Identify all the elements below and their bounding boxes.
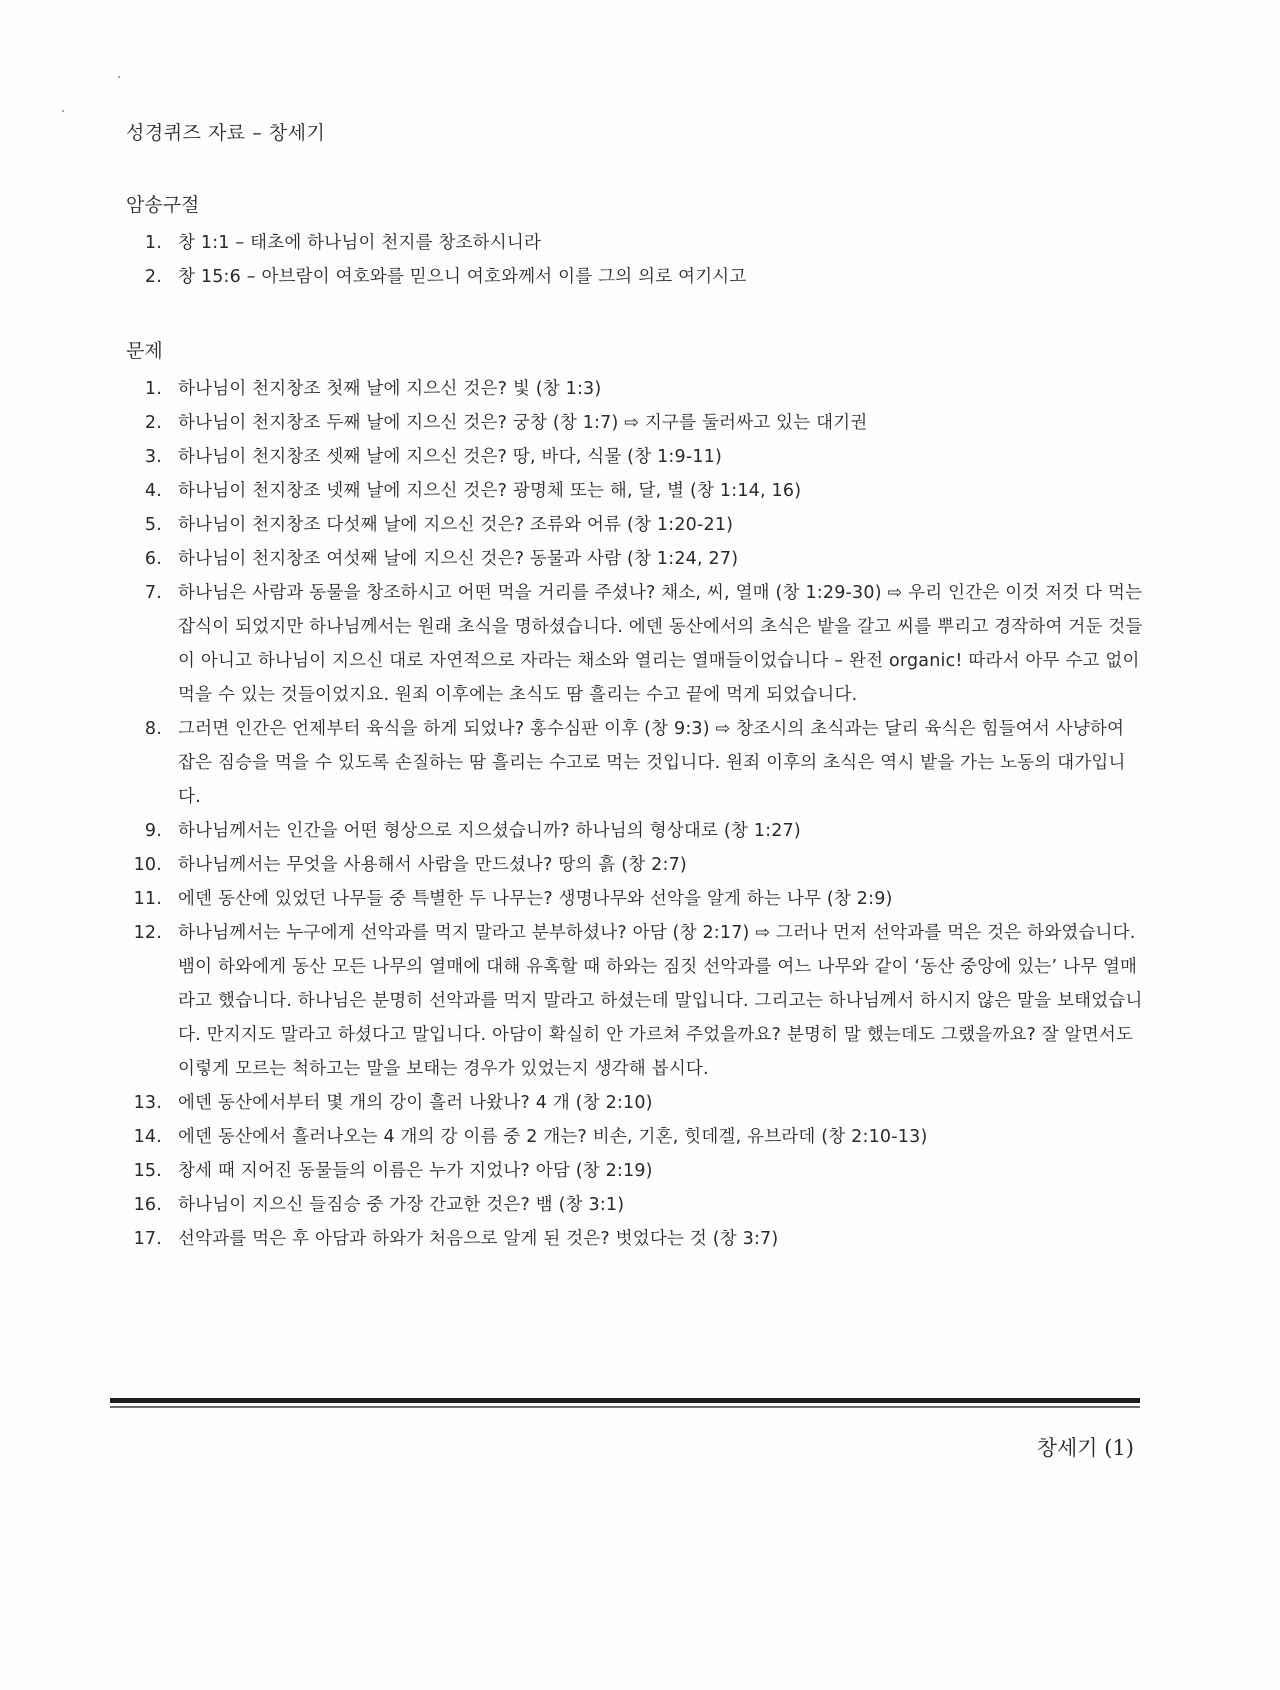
list-item xyxy=(126,260,1146,294)
list-item xyxy=(126,882,1146,916)
item-number: 17. xyxy=(133,1229,162,1249)
item-text: 선악과를 먹은 후 아담과 하와가 처음으로 알게 된 것은? 벗었다는 것 (창 3:7) xyxy=(178,1229,779,1249)
item-text: 하나님이 천지창조 첫째 날에 지으신 것은? 빛 (창 1:3) xyxy=(178,379,602,399)
scan-speck xyxy=(62,110,64,112)
list-item xyxy=(126,474,1146,508)
item-number: 15. xyxy=(133,1161,162,1181)
item-text: 창 15:6 – 아브람이 여호와를 믿으니 여호와께서 이를 그의 의로 여기시고 xyxy=(178,267,747,287)
item-number: 14. xyxy=(133,1127,162,1147)
list-item xyxy=(126,508,1146,542)
item-number: 9. xyxy=(144,821,162,841)
questions-heading: 문제 xyxy=(126,340,163,362)
item-text: 하나님께서는 무엇을 사용해서 사람을 만드셨나? 땅의 흙 (창 2:7) xyxy=(178,855,687,875)
list-item xyxy=(126,406,1146,440)
questions-list xyxy=(126,372,1146,1256)
item-text: 에덴 동산에 있었던 나무들 중 특별한 두 나무는? 생명나무와 선악을 알게 하는 나무 (창 2:9) xyxy=(178,889,893,909)
item-number: 1. xyxy=(144,233,162,253)
item-number: 11. xyxy=(133,889,162,909)
item-number: 13. xyxy=(133,1093,162,1113)
list-item xyxy=(126,1188,1146,1222)
item-text: 하나님이 천지창조 넷째 날에 지으신 것은? 광명체 또는 해, 달, 별 (창 1:14, 16) xyxy=(178,481,802,501)
list-item xyxy=(126,1154,1146,1188)
item-number: 7. xyxy=(144,583,162,603)
item-text: 하나님은 사람과 동물을 창조하시고 어떤 먹을 거리를 주셨나? 채소, 씨, 열매 (창 1:29-30) ⇨ 우리 인간은 이것 저것 다 먹는 잡식이 되었지만 하나님께서는 원래 초식을 명하셨습니다. 에덴 동산에서의 초식은 밭을 갈고 씨를 뿌리고 경작하여 거둔 것들이 아니고 하나님이 지으신 대로 자연적으로 자라는 채소와 열리는 열매들이었습니다 – 완전 organic! 따라서 아무 수고 없이 먹을 수 있는 것들이었지요. 원죄 이후에는 초식도 땀 흘리는 수고 끝에 먹게 되었습니다. xyxy=(178,583,1143,705)
item-number: 2. xyxy=(144,267,162,287)
item-text: 창 1:1 – 태초에 하나님이 천지를 창조하시니라 xyxy=(178,233,542,253)
footer-divider-thin xyxy=(110,1406,1140,1408)
list-item xyxy=(126,814,1146,848)
item-number: 3. xyxy=(144,447,162,467)
item-text: 하나님이 천지창조 여섯째 날에 지으신 것은? 동물과 사람 (창 1:24, 27) xyxy=(178,549,739,569)
item-number: 8. xyxy=(144,719,162,739)
item-text: 하나님이 천지창조 두째 날에 지으신 것은? 궁창 (창 1:7) ⇨ 지구를 둘러싸고 있는 대기권 xyxy=(178,413,868,433)
list-item xyxy=(126,440,1146,474)
item-text: 하나님이 천지창조 셋째 날에 지으신 것은? 땅, 바다, 식물 (창 1:9-11) xyxy=(178,447,723,467)
memory-verses-list xyxy=(126,226,1146,294)
item-number: 4. xyxy=(144,481,162,501)
item-number: 1. xyxy=(144,379,162,399)
page-footer: 창세기 (1) xyxy=(1036,1436,1134,1460)
item-number: 2. xyxy=(144,413,162,433)
document-title: 성경퀴즈 자료 – 창세기 xyxy=(126,122,326,144)
item-number: 16. xyxy=(133,1195,162,1215)
item-number: 6. xyxy=(144,549,162,569)
item-text: 하나님께서는 인간을 어떤 형상으로 지으셨습니까? 하나님의 형상대로 (창 1:27) xyxy=(178,821,801,841)
list-item xyxy=(126,226,1146,260)
item-number: 10. xyxy=(133,855,162,875)
list-item xyxy=(126,1120,1146,1154)
item-text: 하나님이 지으신 들짐승 중 가장 간교한 것은? 뱀 (창 3:1) xyxy=(178,1195,625,1215)
list-item xyxy=(126,542,1146,576)
list-item xyxy=(126,372,1146,406)
item-text: 창세 때 지어진 동물들의 이름은 누가 지었나? 아담 (창 2:19) xyxy=(178,1161,653,1181)
list-item xyxy=(126,712,1146,814)
item-text: 그러면 인간은 언제부터 육식을 하게 되었나? 홍수심판 이후 (창 9:3) ⇨ 창조시의 초식과는 달리 육식은 힘들여서 사냥하여 잡은 짐승을 먹을 수 있도록 손질하는 땀 흘리는 수고로 먹는 것입니다. 원죄 이후의 초식은 역시 밭을 가는 노동의 대가입니다. xyxy=(178,719,1126,807)
scan-speck xyxy=(118,76,120,78)
footer-divider xyxy=(110,1398,1140,1403)
list-item xyxy=(126,848,1146,882)
item-text: 하나님이 천지창조 다섯째 날에 지으신 것은? 조류와 어류 (창 1:20-21) xyxy=(178,515,734,535)
list-item xyxy=(126,1086,1146,1120)
item-text: 에덴 동산에서 흘러나오는 4 개의 강 이름 중 2 개는? 비손, 기혼, 힛데겔, 유브라데 (창 2:10-13) xyxy=(178,1127,928,1147)
item-text: 에덴 동산에서부터 몇 개의 강이 흘러 나왔나? 4 개 (창 2:10) xyxy=(178,1093,653,1113)
item-number: 12. xyxy=(133,923,162,943)
list-item xyxy=(126,576,1146,712)
item-number: 5. xyxy=(144,515,162,535)
list-item xyxy=(126,1222,1146,1256)
list-item xyxy=(126,916,1146,1086)
item-text: 하나님께서는 누구에게 선악과를 먹지 말라고 분부하셨나? 아담 (창 2:17) ⇨ 그러나 먼저 선악과를 먹은 것은 하와였습니다. 뱀이 하와에게 동산 모든 나무의 열매에 대해 유혹할 때 하와는 짐짓 선악과를 여느 나무와 같이 ‘동산 중앙에 있는’ 나무 열매라고 했습니다. 하나님은 분명히 선악과를 먹지 말라고 하셨는데 말입니다. 그리고는 하나님께서 하시지 않은 말을 보태었습니다. 만지지도 말라고 하셨다고 말입니다. 아담이 확실히 안 가르쳐 주었을까요? 분명히 말 했는데도 그랬을까요? 잘 알면서도 이렇게 모르는 척하고는 말을 보태는 경우가 있었는지 생각해 봅시다. xyxy=(178,923,1143,1079)
memory-verses-heading: 암송구절 xyxy=(126,194,200,216)
